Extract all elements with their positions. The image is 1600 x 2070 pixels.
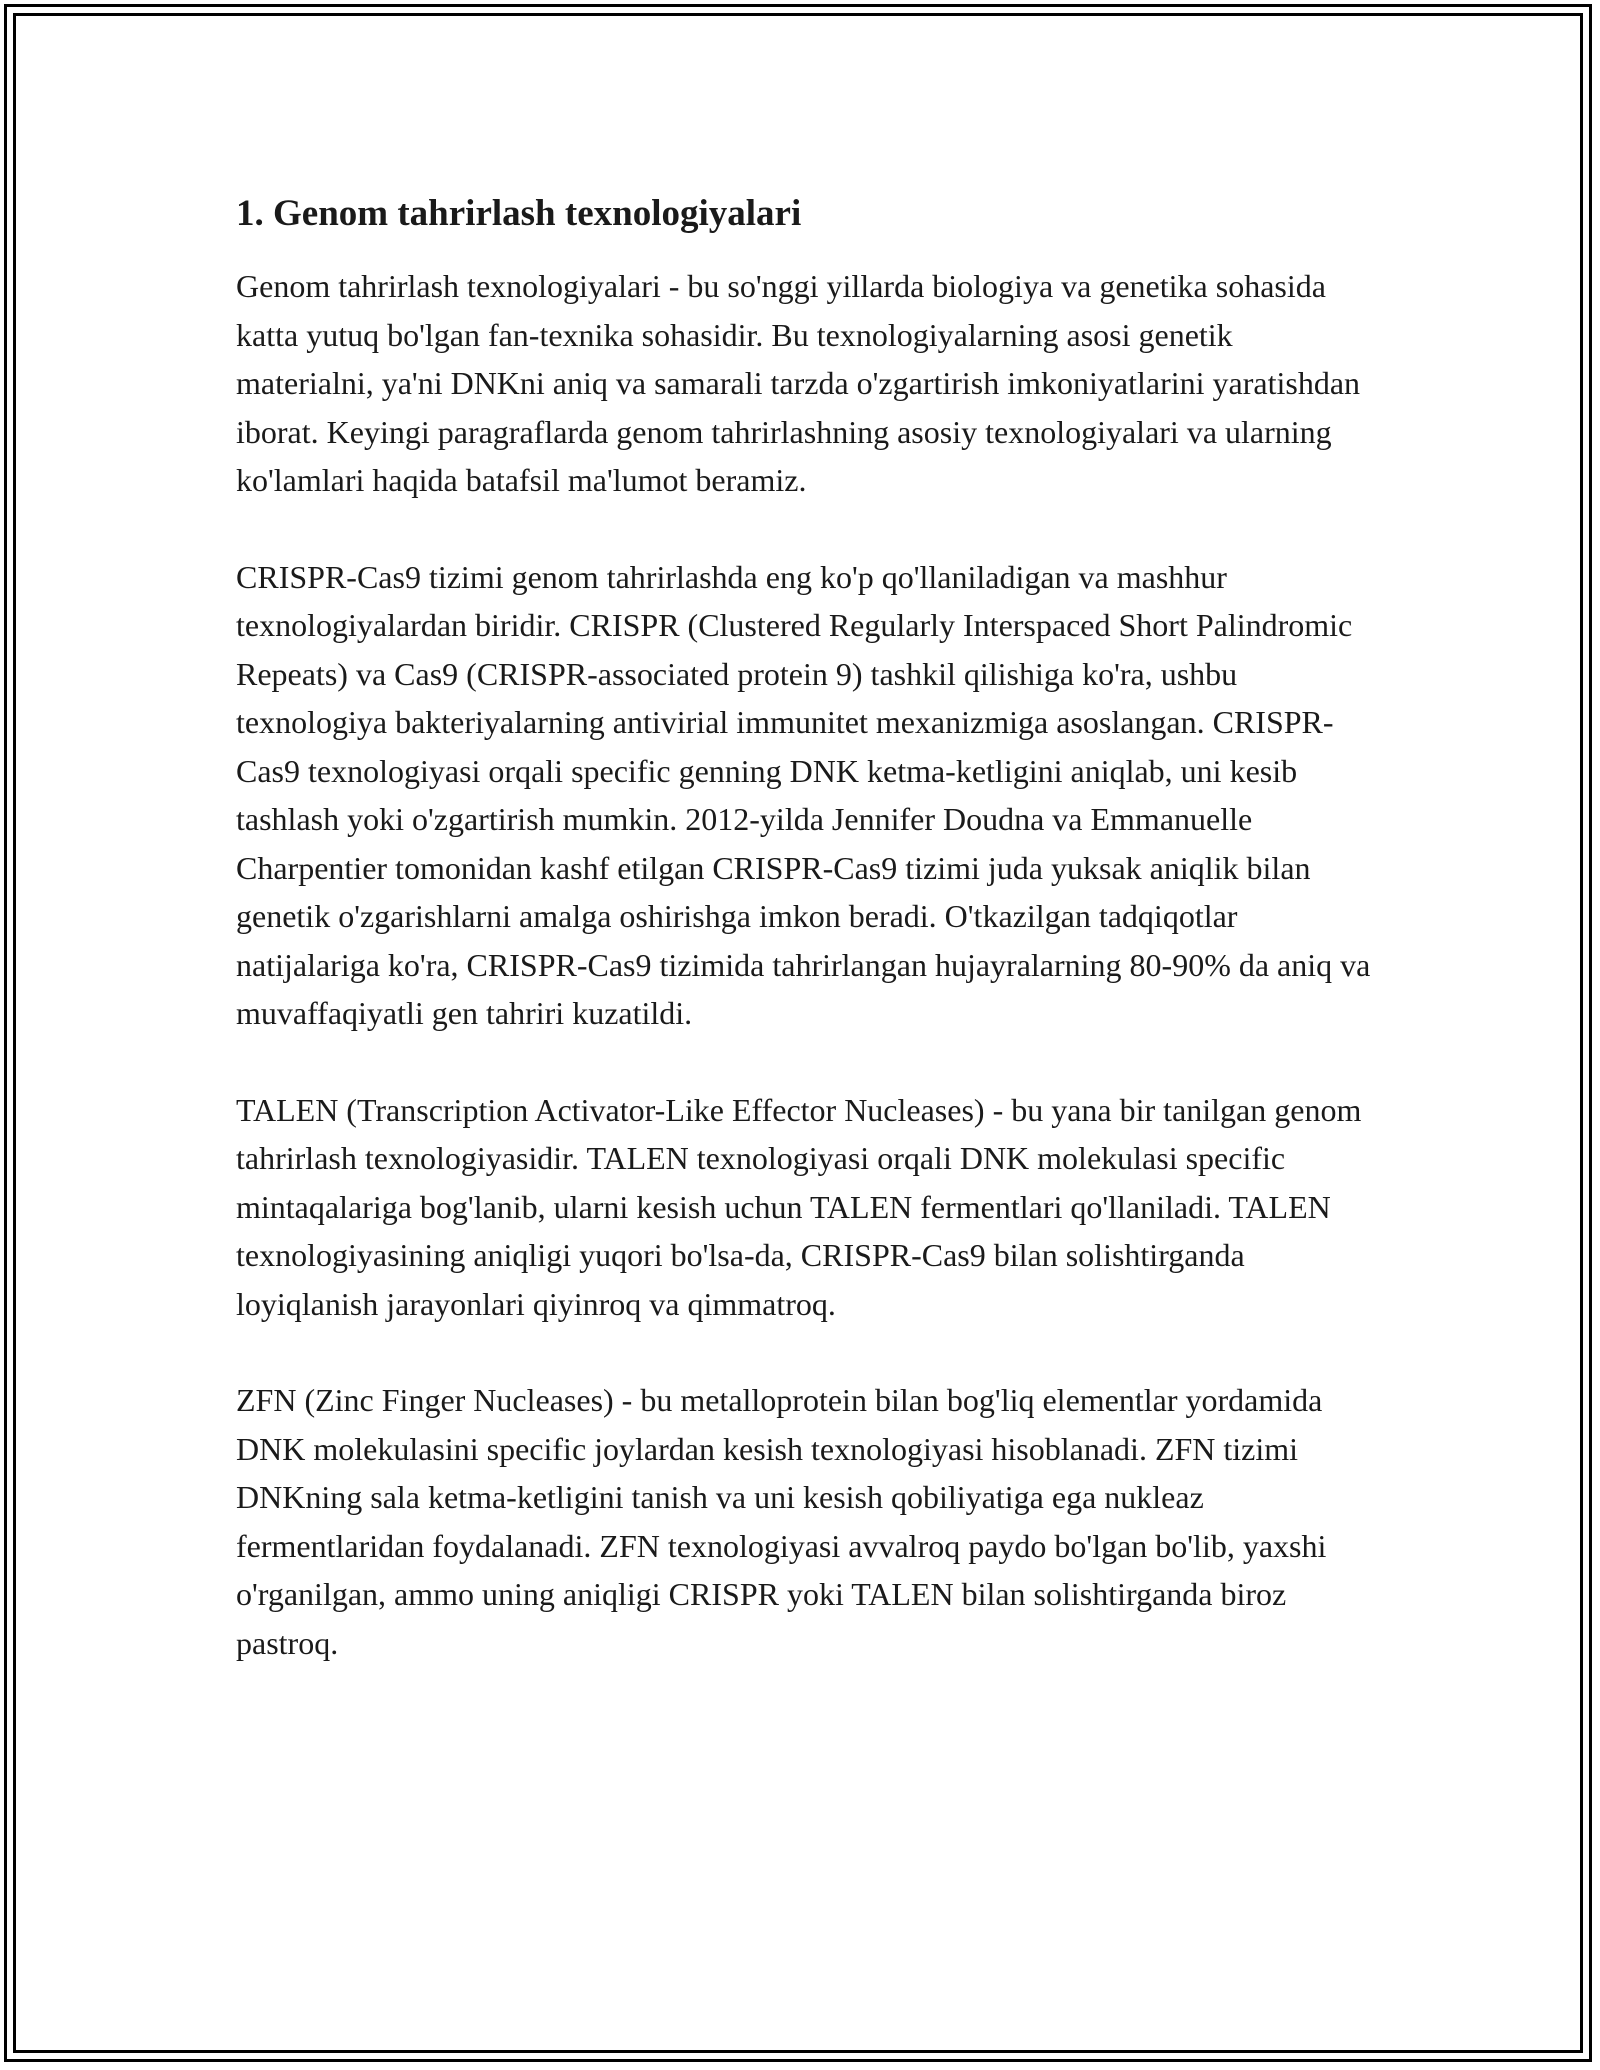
paragraph-zfn: ZFN (Zinc Finger Nucleases) - bu metalloprotein bilan bog'liq elementlar yordamida DNK molekulasini specific joylardan kesish texnologiyasi hisoblanadi. ZFN tizimi DNKning sala ketma-ketligini tanish va uni kesish qobiliyatiga ega nukleaz fermentlaridan foydalanadi. ZFN texnologiyasi avvalroq paydo bo'lgan bo'lib, yaxshi o'rganilgan, ammo uning aniqligi CRISPR yoki TALEN bilan solishtirganda biroz pastroq.	[236, 1382, 1327, 1661]
section-heading: 1. Genom tahrirlash texnologiyalari	[236, 193, 802, 234]
paragraph-talen: TALEN (Transcription Activator-Like Effector Nucleases) - bu yana bir tanilgan genom tahrirlash texnologiyasidir. TALEN texnologiyasi orqali DNK molekulasi specific mintaqalariga bog'lanib, ularni kesish uchun TALEN fermentlari qo'llaniladi. TALEN texnologiyasining aniqligi yuqori bo'lsa-da, CRISPR-Cas9 bilan solishtirganda loyiqlanish jarayonlari qiyinroq va qimmatroq.	[236, 1091, 1362, 1322]
paragraph-intro: Genom tahrirlash texnologiyalari - bu so'nggi yillarda biologiya va genetika sohasida katta yutuq bo'lgan fan-texnika sohasidir. Bu texnologiyalarning asosi genetik materialni, ya'ni DNKni aniq va samarali tarzda o'zgartirish imkoniyatlarini yaratishdan iborat. Keyingi paragraflarda genom tahrirlashning asosiy texnologiyalari va ularning ko'lamlari haqida batafsil ma'lumot beramiz.	[236, 268, 1361, 498]
document-body	[236, 188, 1376, 1715]
paragraph-crispr: CRISPR-Cas9 tizimi genom tahrirlashda eng ko'p qo'llaniladigan va mashhur texnologiyalardan biridir. CRISPR (Clustered Regularly Interspaced Short Palindromic Repeats) va Cas9 (CRISPR-associated protein 9) tashkil qilishiga ko'ra, ushbu texnologiya bakteriyalarning antivirial immunitet mexanizmiga asoslangan. CRISPR-Cas9 texnologiyasi orqali specific genning DNK ketma-ketligini aniqlab, uni kesib tashlash yoki o'zgartirish mumkin. 2012-yilda Jennifer Doudna va Emmanuelle Charpentier tomonidan kashf etilgan CRISPR-Cas9 tizimi juda yuksak aniqlik bilan genetik o'zgarishlarni amalga oshirishga imkon beradi. O'tkazilgan tadqiqotlar natijalariga ko'ra, CRISPR-Cas9 tizimida tahrirlangan hujayralarning 80-90% da aniq va muvaffaqiyatli gen tahriri kuzatildi.	[236, 558, 1371, 1031]
